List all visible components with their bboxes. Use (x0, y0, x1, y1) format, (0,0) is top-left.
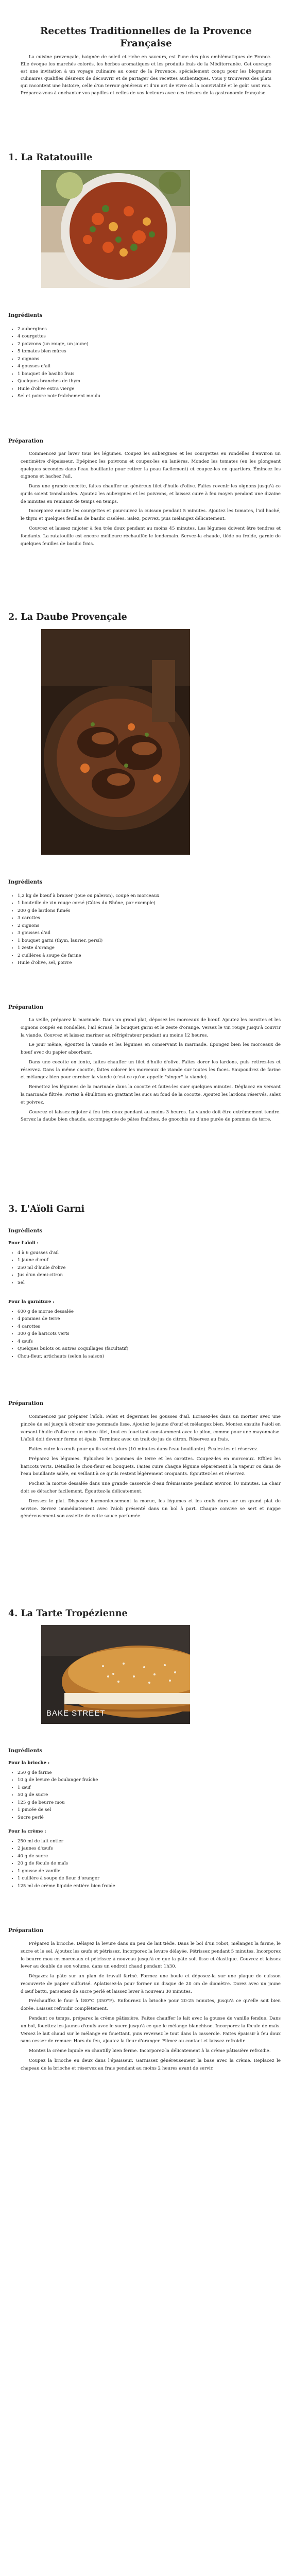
list-item: • 1 zeste d'orange (18, 944, 159, 952)
ingredients-title: Ingrédients (8, 1748, 43, 1754)
preparation-title: Préparation (8, 1927, 43, 1934)
intro-paragraph: La cuisine provençale, baignée de soleil et riche en saveurs, est l'une des plus emblématiques de France. Elle évoque les marchés colorés, les herbes aromatiques et les produits frais de la Méditerranée. Cet ouvrage est une invitation à un voyage culinaire au cœur de la Provence, spécialement conçu pour les blogueurs culinaires qualifiés désireux de découvrir et de partager des recettes authentiques. Vous y trouverez des plats qui racontent une histoire, celle d'un terroir généreux et d'un art de vivre où la convivialité et le goût sont rois. Préparez-vous à enchanter vos papilles et celles de vos lecteurs avec ces trésors de la gastronomie française. (21, 55, 271, 96)
preparation-title: Préparation (8, 1400, 43, 1406)
recipe-heading: 1. La Ratatouille (8, 152, 93, 163)
list-item: • Jus d'un demi-citron (18, 1272, 66, 1279)
list-item: • 20 g de fécule de maïs (18, 1860, 115, 1867)
list-item: • 2 aubergines (18, 326, 100, 333)
list-item: • 4 gousses d'ail (18, 363, 100, 370)
list-item: • 125 ml de crème liquide entière bien froide (18, 1883, 115, 1890)
list-item: • 40 g de sucre (18, 1853, 115, 1860)
preparation-paragraph: Dégazez la pâte sur un plan de travail fariné. Formez une boule et déposez-la sur une plaque de cuisson recouverte de papier sulfurisé. Aplatissez-la pour former un disque de 20 cm de diamètre. Dorez avec un jaune d'œuf battu, parsemez de sucre perlé et laissez lever à nouveau 30 minutes. (21, 1974, 281, 1994)
preparation-paragraph: Pendant ce temps, préparez la crème pâtissière. Faites chauffer le lait avec la gousse de vanille fendue. Dans un bol, fouettez les jaunes d'œufs avec le sucre jusqu'à ce que le mélange blanchisse. Incorporez la fécule de maïs. Versez le lait chaud sur le mélange en fouettant, puis reversez le tout dans la casserole. Faites épaissir à feu doux sans cesser de remuer. Hors du feu, ajoutez la fleur d'oranger. Filmez au contact et laissez refroidir. (21, 2016, 281, 2044)
list-item: • Sel (18, 1279, 66, 1286)
list-item: • 1 jaune d'œuf (18, 1257, 66, 1264)
recipe-heading: 2. La Daube Provençale (8, 612, 127, 622)
list-item: • 250 g de farine (18, 1769, 98, 1776)
preparation-paragraph: Préparez la brioche. Délayez la levure dans un peu de lait tiède. Dans le bol d'un robot, mélangez la farine, le sucre et le sel. Ajoutez les œufs et pétrissez. Incorporez la levure délayée. Pétrissez pendant 5 minutes. Incorporez le beurre mou en morceaux et pétrissez à nouveau jusqu'à ce que la pâte soit lisse et élastique. Couvrez et laissez lever au double de son volume, dans un endroit chaud pendant 1h30. (21, 1941, 281, 1970)
preparation-title: Préparation (8, 1004, 43, 1010)
group-label: Pour la garniture : (8, 1299, 55, 1304)
list-item: • 200 g de lardons fumés (18, 907, 159, 914)
page-title: Recettes Traditionnelles de la Provence Française (40, 26, 252, 49)
preparation-paragraph: Remettez les légumes de la marinade dans la cocotte et faites-les suer quelques minutes. Déglacez en versant la marinade filtrée. Portez à ébullition en grattant les sucs au fond de la cocotte. Ajoutez les lardons réservés, salez et poivrez. (21, 1084, 281, 1105)
list-item: • 4 courgettes (18, 333, 100, 340)
list-item: • 2 cuillères à soupe de farine (18, 952, 159, 959)
ingredients-list (8, 892, 159, 967)
preparation-paragraph: Couvrez et laissez mijoter à feu très doux pendant au moins 3 heures. La viande doit être extrêmement tendre. Servez la daube bien chaude, accompagnée de pâtes fraîches, de gnocchis ou d'une purée de pommes de terre. (21, 1109, 281, 1123)
list-item: • 250 ml d'huile d'olive (18, 1264, 66, 1272)
preparation-paragraph: Le jour même, égouttez la viande et les légumes en conservant la marinade. Épongez bien les morceaux de bœuf avec du papier absorbant. (21, 1042, 281, 1056)
ingredients-list (8, 1249, 66, 1286)
list-item: • Huile d'olive, sel, poivre (18, 959, 159, 967)
group-label: Pour la crème : (8, 1829, 46, 1834)
list-item: • 3 carottes (18, 914, 159, 922)
list-item: • 2 jaunes d'œufs (18, 1845, 115, 1852)
ingredients-list (8, 1838, 115, 1890)
list-item: • Chou-fleur, artichauts (selon la saison) (18, 1353, 128, 1360)
list-item: • 1 œuf (18, 1784, 98, 1791)
list-item: • 250 ml de lait entier (18, 1838, 115, 1845)
list-item: • 4 carottes (18, 1323, 128, 1330)
preparation-paragraph: Préparez les légumes. Épluchez les pommes de terre et les carottes. Coupez-les en morceaux. Effilez les haricots verts. Détaillez le chou-fleur en bouquets. Faites cuire chaque légume séparément à la vapeur ou dans de l'eau bouillante salée, en veillant à ce qu'ils restent légèrement croquants. Égouttez-les et réservez. (21, 1456, 281, 1477)
preparation-text (21, 1413, 281, 1520)
list-item: • 10 g de levure de boulanger fraîche (18, 1776, 98, 1784)
ingredients-list (8, 1769, 98, 1821)
intro (21, 54, 271, 97)
list-item: • 600 g de morue dessalée (18, 1308, 128, 1315)
preparation-paragraph: La veille, préparez la marinade. Dans un grand plat, déposez les morceaux de bœuf. Ajoutez les carottes et les oignons coupés en rondelles, l'ail écrasé, le bouquet garni et le zeste d'orange. Versez le vin rouge jusqu'à couvrir la viande. Couvrez et laissez mariner au réfrigérateur pendant au moins 12 heures. (21, 1018, 281, 1038)
preparation-paragraph: Couvrez et laissez mijoter à feu très doux pendant au moins 45 minutes. Les légumes doivent être tendres et fondants. La ratatouille est encore meilleure réchauffée le lendemain. Servez-la chaude, tiède ou froide, garnie de quelques feuilles de basilic frais. (21, 526, 281, 547)
list-item: • Sel et poivre noir fraîchement moulu (18, 393, 100, 400)
preparation-paragraph: Dressez le plat. Disposez harmonieusement la morue, les légumes et les œufs durs sur un grand plat de service. Servez immédiatement avec l'aïoli présenté dans un bol à part. Chaque convive se sert et nappe généreusement son assiette de cette sauce parfumée. (21, 1498, 281, 1519)
list-item: • 4 œufs (18, 1338, 128, 1345)
list-item: • 1 gousse de vanille (18, 1868, 115, 1875)
list-item: • 5 tomates bien mûres (18, 348, 100, 355)
list-item: • 4 pommes de terre (18, 1315, 128, 1323)
list-item: • 4 à 6 gousses d'ail (18, 1249, 66, 1257)
list-item: • 125 g de beurre mou (18, 1799, 98, 1806)
preparation-paragraph: Coupez la brioche en deux dans l'épaisseur. Garnissez généreusement la base avec la crème. Replacez le chapeau de la brioche et réservez au frais pendant au moins 2 heures avant de servir. (21, 2058, 281, 2071)
list-item: • 1 bouquet de basilic frais (18, 370, 100, 378)
daube-image (41, 629, 190, 855)
list-item: • Quelques bulots ou autres coquillages (facultatif) (18, 1345, 128, 1352)
preparation-paragraph: Commencez par laver tous les légumes. Coupez les aubergines et les courgettes en rondelles d'environ un centimètre d'épaisseur. Épépinez les poivrons et coupez-les en lanières. Mondez les tomates (en les plongeant quelques secondes dans l'eau bouillante pour retirer la peau facilement) et coupez-les en quartiers. Émincez les oignons et hachez l'ail. (21, 451, 281, 480)
list-item: • 1 cuillère à soupe de fleur d'oranger (18, 1875, 115, 1882)
group-label: Pour l'aïoli : (8, 1241, 39, 1246)
ingredients-list (8, 326, 100, 400)
list-item: • 2 poivrons (un rouge, un jaune) (18, 341, 100, 348)
list-item: • 1 pincée de sel (18, 1806, 98, 1814)
recipe-heading: 4. La Tarte Tropézienne (8, 1608, 128, 1619)
ratatouille-image (41, 170, 190, 288)
preparation-text (21, 1940, 281, 2073)
list-item: • 300 g de haricots verts (18, 1330, 128, 1337)
group-label: Pour la brioche : (8, 1760, 50, 1766)
list-item: • Huile d'olive extra vierge (18, 385, 100, 393)
list-item: • Quelques branches de thym (18, 378, 100, 385)
list-item: • Sucre perlé (18, 1814, 98, 1821)
preparation-text (21, 1016, 281, 1124)
preparation-paragraph: Pochez la morue dessalée dans une grande casserole d'eau frémissante pendant environ 10 minutes. La chair doit se détacher facilement. Égouttez-la délicatement. (21, 1481, 281, 1495)
preparation-paragraph: Commencez par préparer l'aïoli. Pelez et dégermez les gousses d'ail. Écrasez-les dans un mortier avec une pincée de sel jusqu'à obtenir une pommade lisse. Ajoutez le jaune d'œuf et mélangez bien. Montez ensuite l'aïoli en versant l'huile d'olive en un mince filet, tout en fouettant constamment avec le pilon, comme pour une mayonnaise. L'aïoli doit devenir ferme et épais. Terminez avec un trait de jus de citron. Réservez au frais. (21, 1414, 281, 1443)
preparation-paragraph: Incorporez ensuite les courgettes et poursuivez la cuisson pendant 5 minutes. Ajoutez les tomates, l'ail haché, le thym et quelques feuilles de basilic ciselées. Salez, poivrez, puis mélangez délicatement. (21, 509, 281, 522)
ingredients-list (8, 1308, 128, 1360)
list-item: • 50 g de sucre (18, 1791, 98, 1799)
recipe-heading: 3. L'Aïoli Garni (8, 1204, 85, 1214)
tarte-tropezienne-image (41, 1625, 190, 1724)
image-watermark: BAKE STREET (46, 1709, 106, 1718)
preparation-text (21, 450, 281, 548)
list-item: • 2 oignons (18, 355, 100, 363)
preparation-paragraph: Préchauffez le four à 180°C (350°F). Enfournez la brioche pour 20-25 minutes, jusqu'à ce qu'elle soit bien dorée. Laissez refroidir complètement. (21, 1998, 281, 2012)
list-item: • 2 oignons (18, 922, 159, 929)
list-item: • 1,2 kg de bœuf à braiser (joue ou paleron), coupé en morceaux (18, 892, 159, 900)
preparation-paragraph: Dans une grande cocotte, faites chauffer un généreux filet d'huile d'olive. Faites revenir les oignons jusqu'à ce qu'ils soient translucides. Ajoutez les aubergines et les poivrons, et laissez cuire à feu moyen pendant une dizaine de minutes en remuant de temps en temps. (21, 484, 281, 504)
list-item: • 3 gousses d'ail (18, 929, 159, 937)
ingredients-title: Ingrédients (8, 312, 43, 318)
ingredients-title: Ingrédients (8, 1228, 43, 1234)
list-item: • 1 bouquet garni (thym, laurier, persil) (18, 937, 159, 944)
preparation-paragraph: Montez la crème liquide en chantilly bien ferme. Incorporez-la délicatement à la crème pâtissière refroidie. (29, 2048, 271, 2054)
preparation-title: Préparation (8, 438, 43, 444)
preparation-paragraph: Dans une cocotte en fonte, faites chauffer un filet d'huile d'olive. Faites dorer les lardons, puis retirez-les et réservez. Dans la même cocotte, faites colorer les morceaux de viande sur toutes les faces. Saupoudrez de farine et mélangez bien pour enrober la viande (c'est ce qu'on appelle "singer" la viande). (21, 1059, 281, 1080)
ingredients-title: Ingrédients (8, 879, 43, 885)
list-item: • 1 bouteille de vin rouge corsé (Côtes du Rhône, par exemple) (18, 900, 159, 907)
preparation-paragraph: Faites cuire les œufs pour qu'ils soient durs (10 minutes dans l'eau bouillante). Écalez-les et réservez. (29, 1447, 259, 1452)
